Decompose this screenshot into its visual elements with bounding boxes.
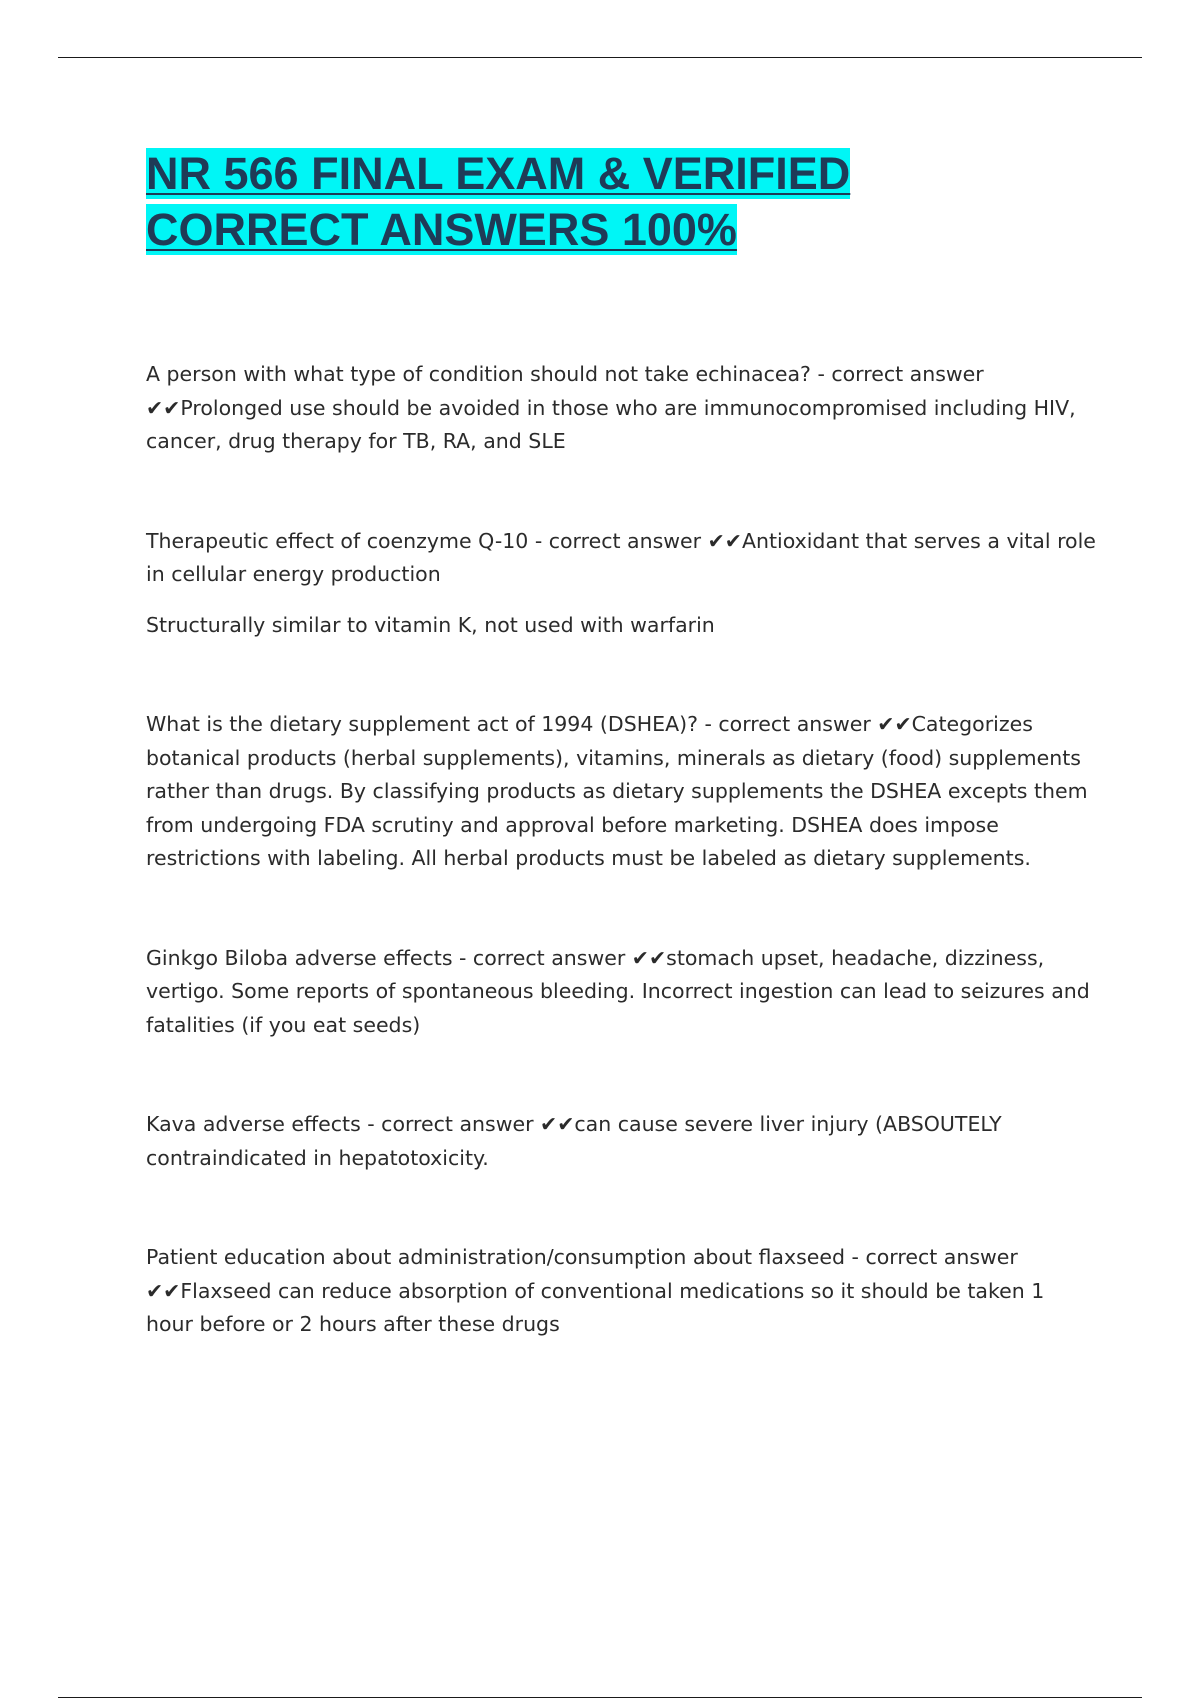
qa-item-dshea	[146, 708, 1096, 876]
bottom-rule	[58, 1697, 1142, 1698]
qa-item-ginkgo-biloba	[146, 942, 1096, 1043]
qa-extra-text: Structurally similar to vitamin K, not used with warfarin	[146, 612, 715, 637]
qa-text: Therapeutic effect of coenzyme Q-10 - correct answer ✔✔Antioxidant that serves a vital role in cellular energy production	[146, 528, 1096, 586]
document-title	[146, 146, 1086, 258]
qa-list	[146, 358, 1096, 1342]
qa-text: What is the dietary supplement act of 1994 (DSHEA)? - correct answer ✔✔Categorizes botanical products (herbal supplements), vitamins, minerals as dietary (food) supplements rather than drugs. By classifying products as dietary supplements the DSHEA excepts them from undergoing FDA scrutiny and approval before marketing. DSHEA does impose restrictions with labeling. All herbal products must be labeled as dietary supplements.	[146, 712, 1088, 870]
qa-item-kava	[146, 1108, 1096, 1175]
top-rule	[58, 57, 1142, 58]
qa-text: Kava adverse effects - correct answer ✔✔can cause severe liver injury (ABSOUTELY contraindicated in hepatotoxicity.	[146, 1112, 1002, 1170]
qa-item-flaxseed	[146, 1241, 1096, 1342]
qa-text: Patient education about administration/consumption about flaxseed - correct answer ✔✔Flaxseed can reduce absorption of conventional medications so it should be taken 1 hour before or 2 hours after these drugs	[146, 1245, 1045, 1336]
qa-item-echinacea	[146, 358, 1096, 459]
qa-text: A person with what type of condition should not take echinacea? - correct answer ✔✔Prolonged use should be avoided in those who are immunocompromised including HIV, cancer, drug therapy for TB, RA, and SLE	[146, 362, 1076, 453]
qa-text: Ginkgo Biloba adverse effects - correct answer ✔✔stomach upset, headache, dizziness, vertigo. Some reports of spontaneous bleeding. Incorrect ingestion can lead to seizures and fatalities (if you eat seeds)	[146, 945, 1090, 1037]
title-line-1: NR 566 FINAL EXAM & VERIFIED	[146, 148, 851, 199]
title-line-2: CORRECT ANSWERS 100%	[146, 204, 737, 255]
qa-item-coenzyme-q10	[146, 525, 1096, 643]
